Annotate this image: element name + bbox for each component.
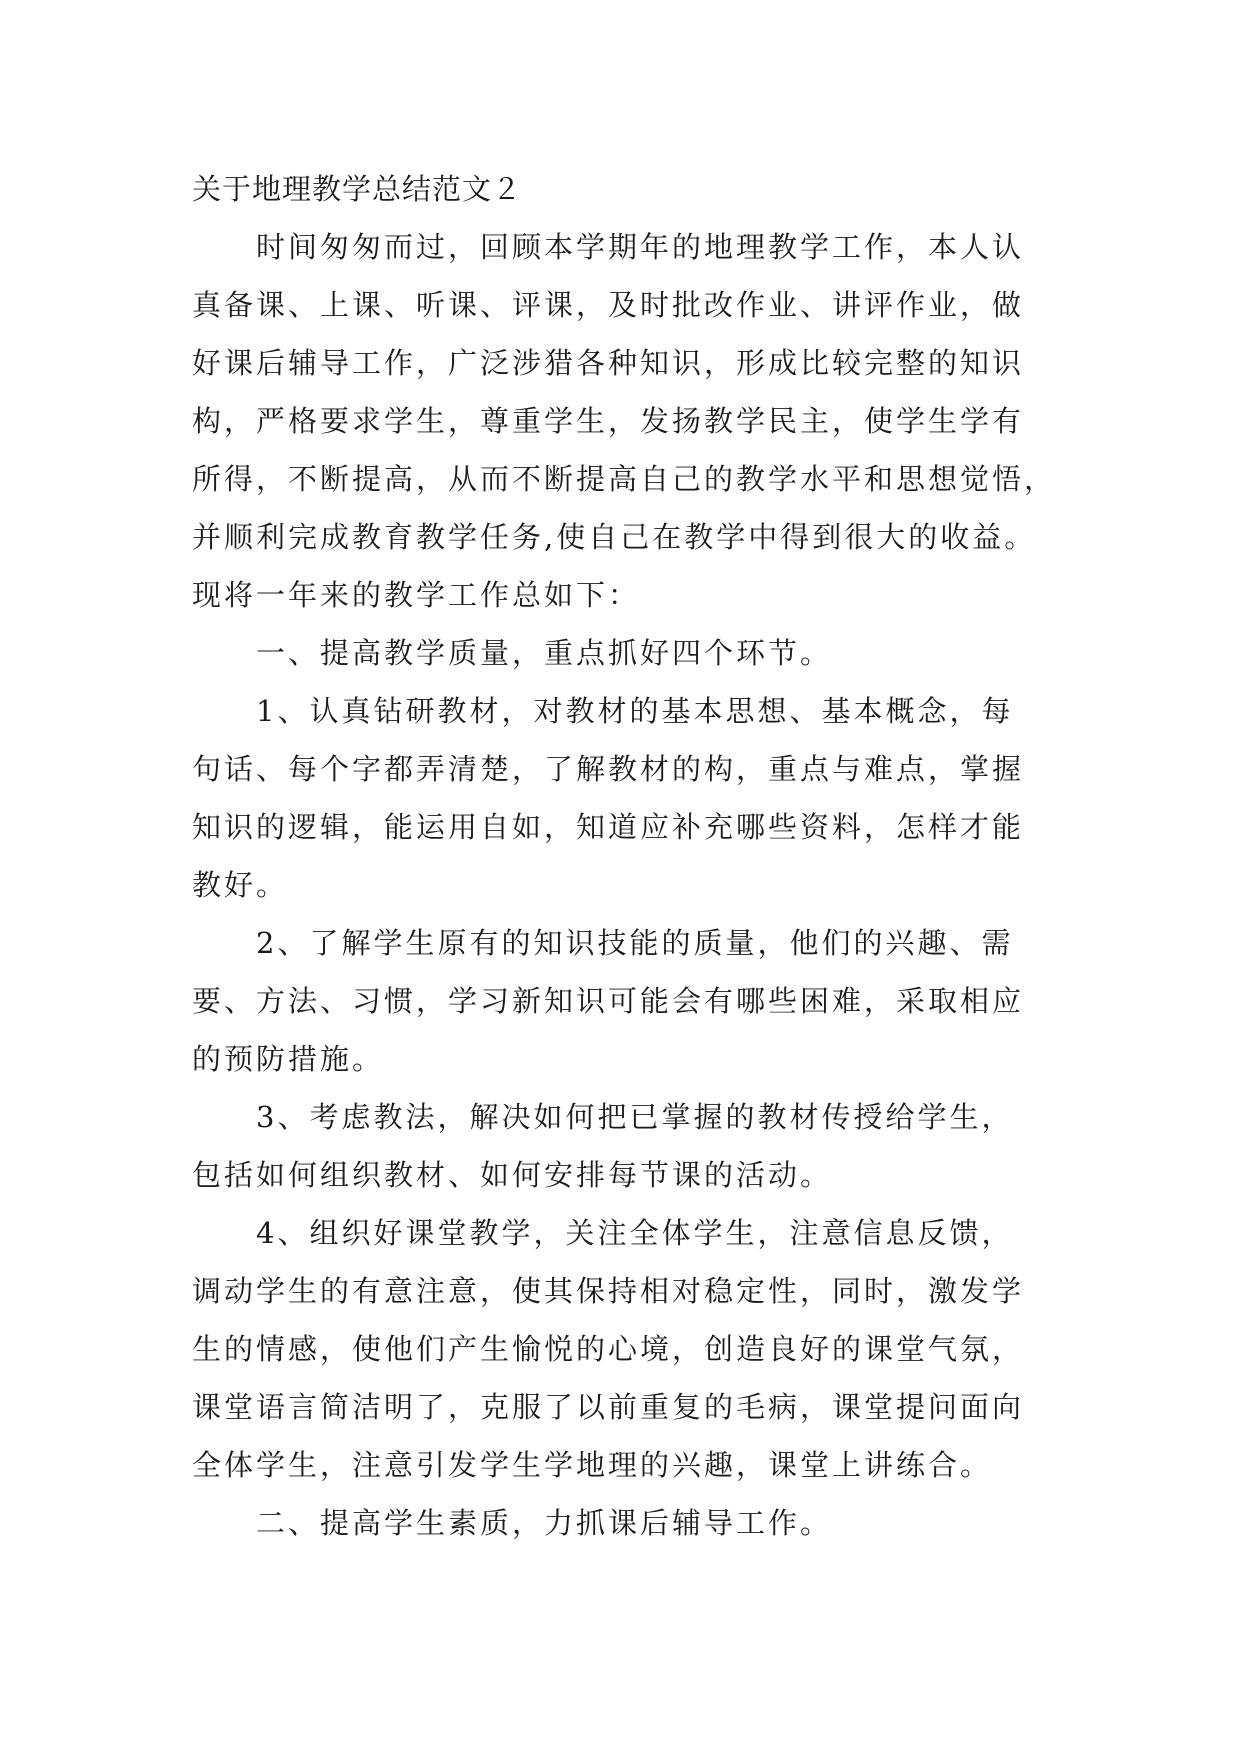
paragraph-line: 全体学生，注意引发学生学地理的兴趣，课堂上讲练合。 — [192, 1448, 993, 1482]
paragraph-line: 真备课、上课、听课、评课，及时批改作业、讲评作业，做 — [192, 288, 1025, 322]
document-body — [192, 160, 1060, 1552]
paragraph-line: 4、组织好课堂教学，关注全体学生，注意信息反馈， — [256, 1216, 1014, 1250]
paragraph-line: 教好。 — [192, 868, 289, 902]
section-heading: 一、提高教学质量，重点抓好四个环节。 — [256, 636, 833, 670]
paragraph-line: 所得，不断提高，从而不断提高自己的教学水平和思想觉悟， — [192, 462, 1057, 496]
paragraph-line: 要、方法、习惯，学习新知识可能会有哪些困难，采取相应 — [192, 984, 1025, 1018]
section-heading: 二、提高学生素质，力抓课后辅导工作。 — [256, 1506, 833, 1540]
paragraph-line: 1、认真钻研教材，对教材的基本思想、基本概念，每 — [256, 694, 1014, 728]
paragraph-line: 课堂语言简洁明了，克服了以前重复的毛病，课堂提问面向 — [192, 1390, 1025, 1424]
document-title: 关于地理教学总结范文２ — [192, 172, 523, 206]
paragraph-line: 并顺利完成教育教学任务,使自己在教学中得到很大的收益。 — [192, 520, 1037, 554]
paragraph-line: 构，严格要求学生，尊重学生，发扬教学民主，使学生学有 — [192, 404, 1025, 438]
paragraph-line: 包括如何组织教材、如何安排每节课的活动。 — [192, 1158, 833, 1192]
paragraph-line: 知识的逻辑，能运用自如，知道应补充哪些资料，怎样才能 — [192, 810, 1025, 844]
paragraph-line: 现将一年来的教学工作总如下： — [192, 578, 641, 612]
paragraph-line: 生的情感，使他们产生愉悦的心境，创造良好的课堂气氛， — [192, 1332, 1025, 1366]
paragraph-line: 好课后辅导工作，广泛涉猎各种知识，形成比较完整的知识 — [192, 346, 1025, 380]
paragraph-line: 时间匆匆而过，回顾本学期年的地理教学工作，本人认 — [256, 230, 1025, 264]
paragraph-line: 句话、每个字都弄清楚，了解教材的构，重点与难点，掌握 — [192, 752, 1025, 786]
paragraph-line: 的预防措施。 — [192, 1042, 385, 1076]
paragraph-line: 2、了解学生原有的知识技能的质量，他们的兴趣、需 — [256, 926, 1014, 960]
paragraph-line: 调动学生的有意注意，使其保持相对稳定性，同时，激发学 — [192, 1274, 1025, 1308]
paragraph-line: 3、考虑教法，解决如何把已掌握的教材传授给学生， — [256, 1100, 1014, 1134]
